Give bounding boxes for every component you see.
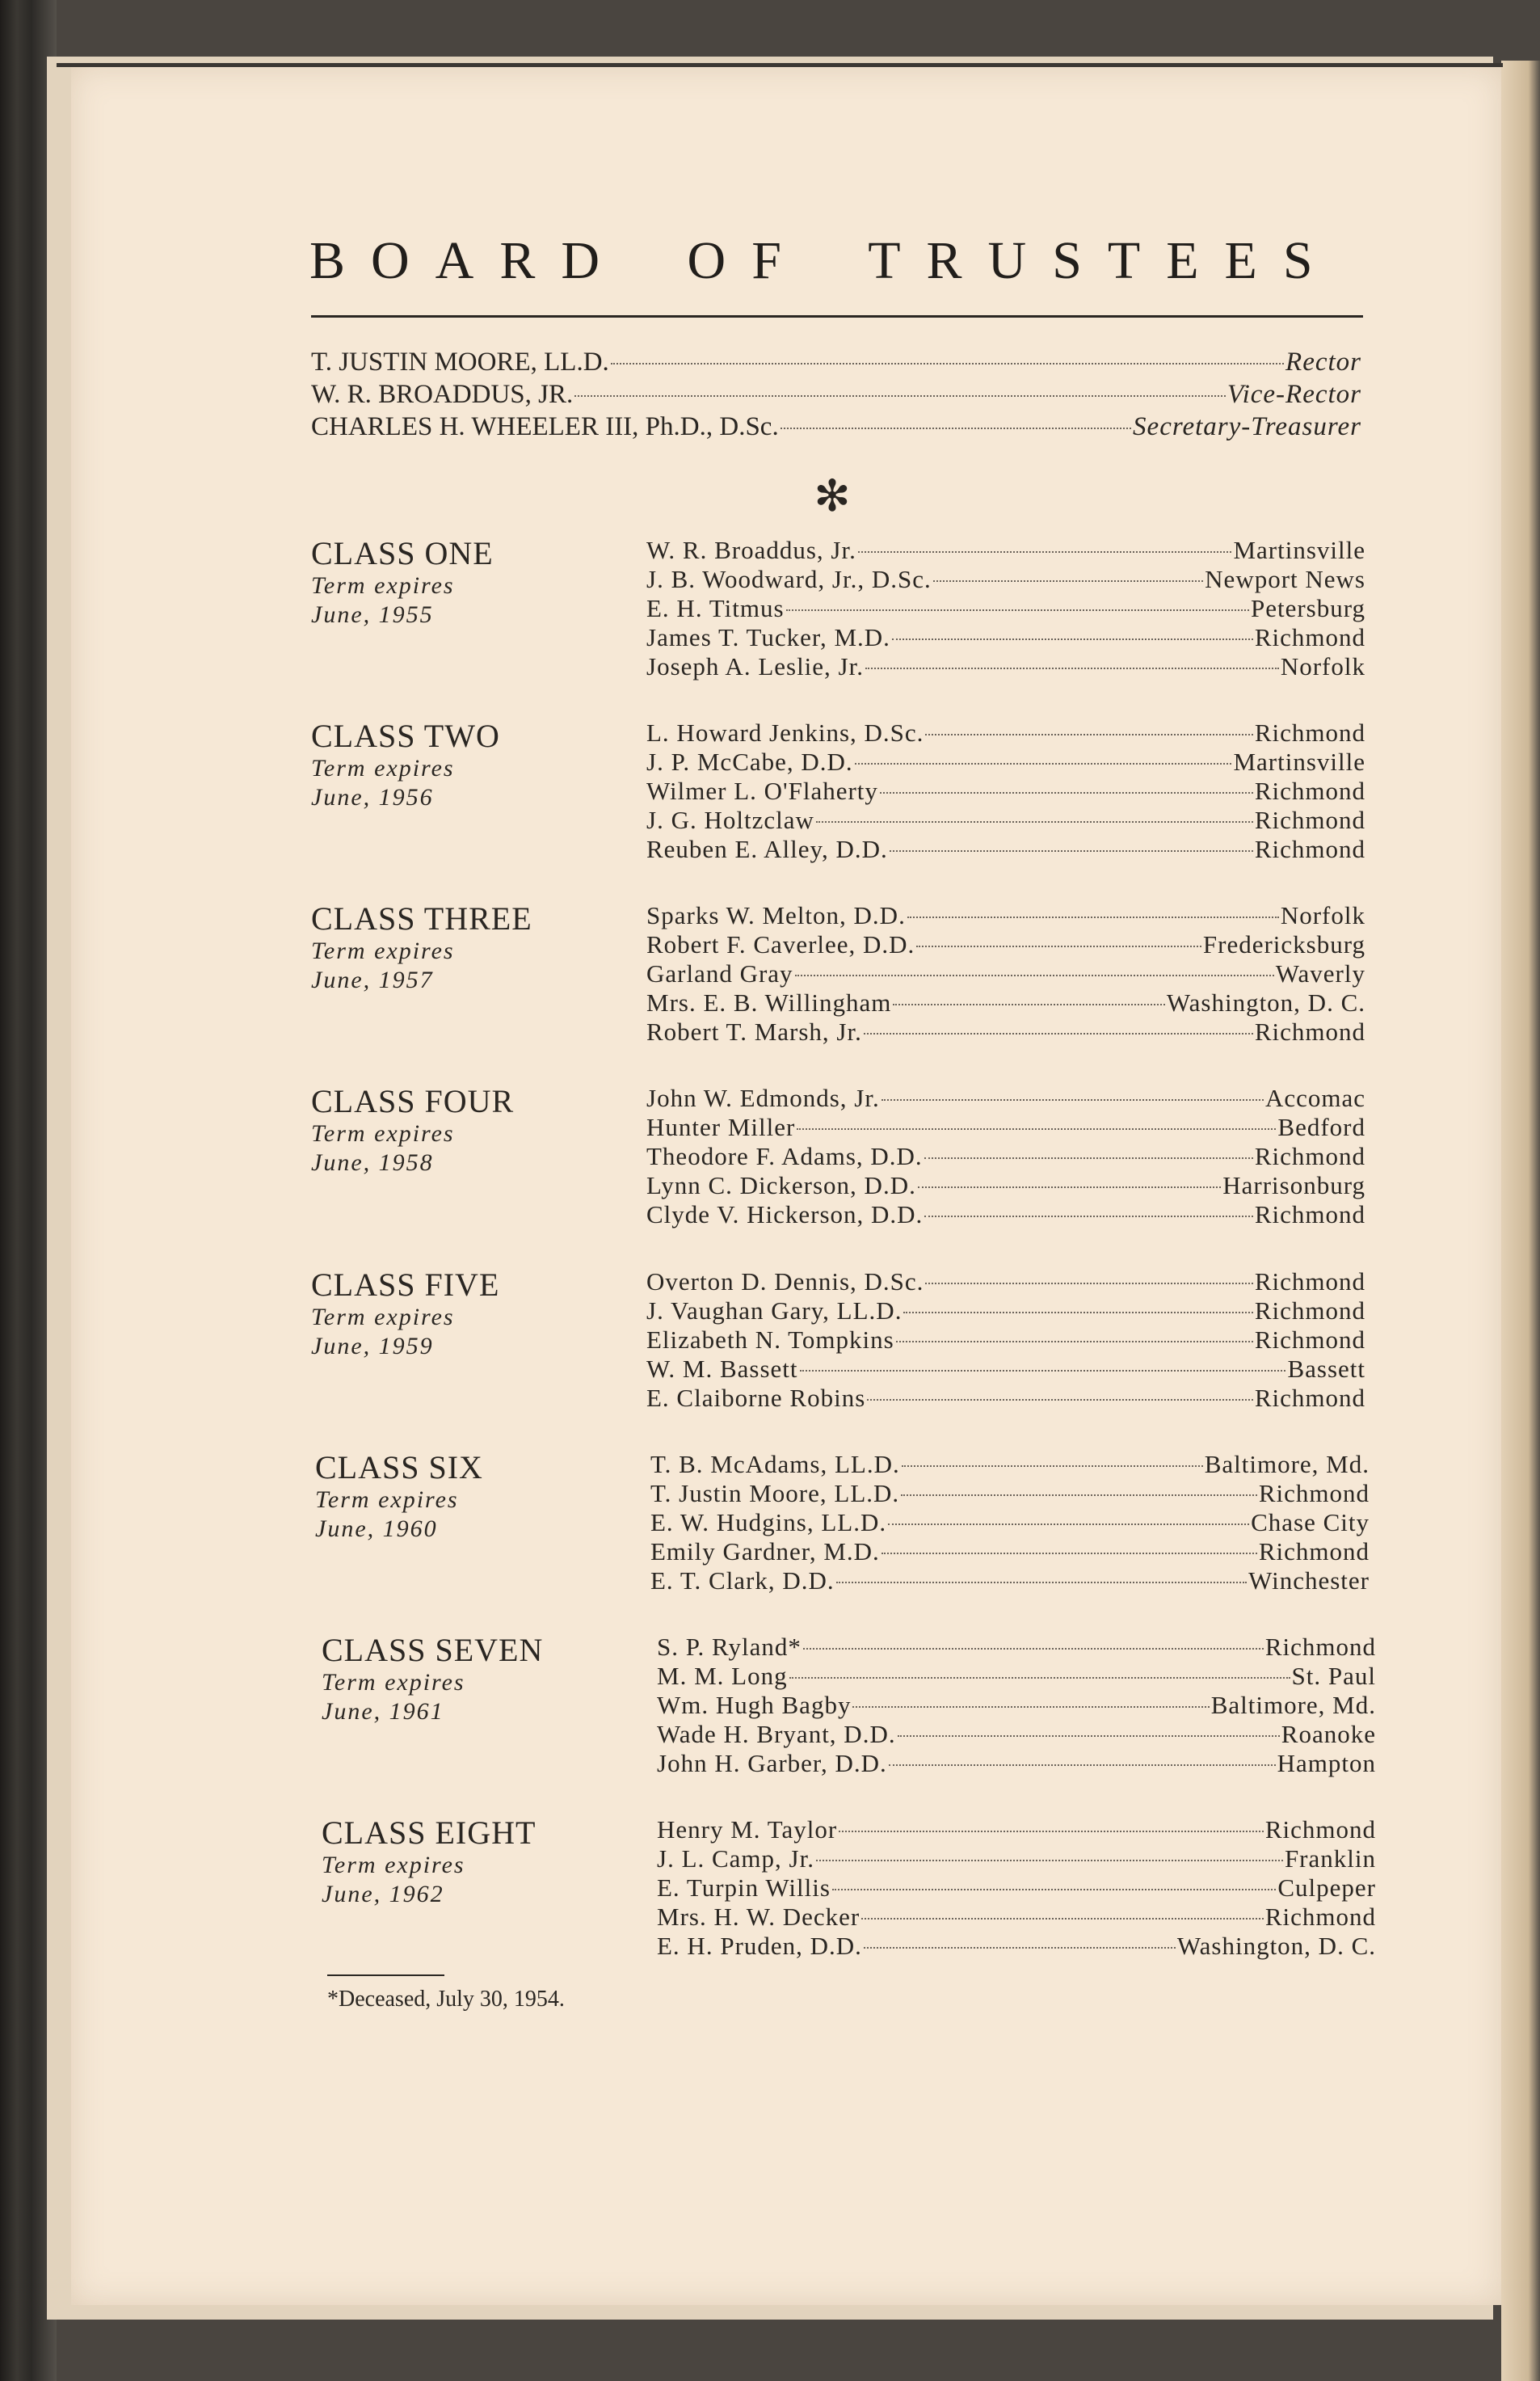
dot-leader [924, 1157, 1253, 1159]
member-name: T. B. McAdams, LL.D. [650, 1450, 900, 1478]
member-place: Norfolk [1280, 901, 1365, 929]
dot-leader [797, 1128, 1276, 1130]
dot-leader [864, 1947, 1176, 1949]
dot-leader [800, 1370, 1286, 1372]
dot-leader [864, 1033, 1253, 1035]
member-row [646, 565, 1365, 594]
member-name: Garland Gray [646, 959, 793, 988]
member-list [646, 1267, 1365, 1413]
dot-leader [896, 1341, 1253, 1342]
member-row [657, 1873, 1376, 1903]
member-place: Richmond [1254, 623, 1365, 651]
member-row [657, 1903, 1376, 1932]
page-title: BOARD OF TRUSTEES [309, 231, 1339, 290]
member-name: E. H. Pruden, D.D. [657, 1932, 862, 1960]
member-row [646, 1142, 1365, 1171]
member-row [646, 901, 1365, 930]
member-place: Richmond [1254, 806, 1365, 834]
member-place: Richmond [1254, 1296, 1365, 1325]
class-label [311, 719, 618, 812]
dot-leader [890, 850, 1253, 852]
member-place: Richmond [1254, 1267, 1365, 1296]
member-row [657, 1633, 1376, 1662]
member-row [650, 1479, 1370, 1508]
member-list [646, 901, 1365, 1047]
dot-leader [855, 763, 1232, 765]
member-name: S. P. Ryland* [657, 1633, 802, 1661]
officer-role: Secretary-Treasurer [1133, 412, 1361, 441]
member-name: W. R. Broaddus, Jr. [646, 536, 856, 564]
member-row [646, 623, 1365, 652]
dot-leader [816, 821, 1253, 823]
class-block [311, 719, 1378, 896]
member-place: Richmond [1254, 1018, 1365, 1046]
dot-leader [781, 428, 1131, 429]
member-list [646, 1084, 1365, 1229]
member-name: Hunter Miller [646, 1113, 796, 1141]
footnote: *Deceased, July 30, 1954. [327, 1987, 565, 2012]
dot-leader [924, 1216, 1253, 1217]
member-place: Martinsville [1233, 748, 1365, 776]
dot-leader [832, 1889, 1276, 1890]
member-row [646, 1267, 1365, 1296]
dot-leader [836, 1582, 1247, 1583]
class-label [322, 1633, 629, 1726]
officer-name: W. R. BROADDUS, JR. [311, 380, 574, 409]
member-name: Joseph A. Leslie, Jr. [646, 652, 864, 681]
member-place: Roanoke [1281, 1720, 1376, 1748]
member-list [646, 536, 1365, 681]
dot-leader [803, 1648, 1264, 1650]
class-name: CLASS EIGHT [322, 1814, 536, 1851]
member-row [646, 594, 1365, 623]
member-list [646, 719, 1365, 864]
member-place: Richmond [1258, 1479, 1370, 1507]
member-row [657, 1844, 1376, 1873]
footnote-rule [327, 1974, 444, 1976]
member-place: Richmond [1254, 1200, 1365, 1228]
class-label [311, 1084, 618, 1178]
officer-row [311, 346, 1361, 378]
member-row [646, 777, 1365, 806]
member-name: Robert F. Caverlee, D.D. [646, 930, 915, 959]
member-name: Wm. Hugh Bagby [657, 1691, 852, 1719]
dot-leader [795, 975, 1274, 976]
member-name: J. Vaughan Gary, LL.D. [646, 1296, 903, 1325]
member-name: E. W. Hudgins, LL.D. [650, 1508, 887, 1536]
member-row [657, 1749, 1376, 1778]
term-label: Term expires [311, 572, 455, 599]
member-name: L. Howard Jenkins, D.Sc. [646, 719, 924, 747]
class-block [311, 536, 1378, 714]
member-row [646, 806, 1365, 835]
term-label: Term expires [315, 1486, 459, 1513]
dot-leader [786, 609, 1249, 611]
member-place: Bassett [1287, 1355, 1365, 1383]
dot-leader [880, 792, 1253, 794]
member-place: Hampton [1277, 1749, 1376, 1777]
member-row [646, 1171, 1365, 1200]
member-name: Wilmer L. O'Flaherty [646, 777, 878, 805]
dot-leader [861, 1918, 1264, 1920]
officer-name: T. JUSTIN MOORE, LL.D. [311, 348, 609, 377]
member-name: J. B. Woodward, Jr., D.Sc. [646, 565, 932, 593]
officer-row [311, 378, 1361, 411]
class-label [315, 1450, 622, 1544]
member-name: Overton D. Dennis, D.Sc. [646, 1267, 924, 1296]
member-row [646, 1325, 1365, 1355]
member-place: Richmond [1254, 719, 1365, 747]
member-row [646, 1084, 1365, 1113]
title-rule [311, 315, 1363, 318]
member-name: Emily Gardner, M.D. [650, 1537, 880, 1566]
dot-leader [902, 1465, 1203, 1467]
member-place: Richmond [1254, 1325, 1365, 1354]
member-name: E. H. Titmus [646, 594, 785, 622]
member-name: Mrs. H. W. Decker [657, 1903, 860, 1931]
member-name: John H. Garber, D.D. [657, 1749, 887, 1777]
term-date: June, 1957 [311, 967, 434, 993]
member-place: Richmond [1254, 1384, 1365, 1412]
member-name: T. Justin Moore, LL.D. [650, 1479, 900, 1507]
term-date: June, 1955 [311, 601, 434, 628]
class-name: CLASS SIX [315, 1449, 483, 1485]
dot-leader [901, 1494, 1257, 1496]
member-place: Bedford [1277, 1113, 1365, 1141]
member-row [646, 1355, 1365, 1384]
member-name: E. Claiborne Robins [646, 1384, 866, 1412]
member-name: M. M. Long [657, 1662, 788, 1690]
class-label [311, 901, 618, 995]
dot-leader [889, 1764, 1276, 1766]
class-block [311, 1267, 1378, 1445]
member-place: Petersburg [1250, 594, 1365, 622]
member-row [646, 930, 1365, 959]
class-block [315, 1450, 1382, 1628]
dot-leader [925, 734, 1252, 735]
dot-leader [892, 638, 1253, 640]
member-place: Norfolk [1280, 652, 1365, 681]
member-row [646, 719, 1365, 748]
member-place: Richmond [1254, 1142, 1365, 1170]
top-rule [57, 63, 1503, 67]
member-name: John W. Edmonds, Jr. [646, 1084, 880, 1112]
member-row [657, 1662, 1376, 1691]
member-place: Fredericksburg [1202, 930, 1365, 959]
member-place: Chase City [1251, 1508, 1370, 1536]
member-row [646, 959, 1365, 988]
member-name: J. L. Camp, Jr. [657, 1844, 814, 1873]
member-name: James T. Tucker, M.D. [646, 623, 890, 651]
member-row [646, 835, 1365, 864]
term-label: Term expires [311, 938, 455, 964]
dot-leader [867, 1399, 1253, 1401]
dot-leader [925, 1283, 1252, 1284]
class-block [311, 1084, 1378, 1262]
member-name: Theodore F. Adams, D.D. [646, 1142, 923, 1170]
member-place: Richmond [1264, 1815, 1376, 1844]
term-date: June, 1959 [311, 1333, 434, 1359]
member-row [646, 1113, 1365, 1142]
dot-leader [852, 1706, 1209, 1708]
member-name: Mrs. E. B. Willingham [646, 988, 892, 1017]
member-place: St. Paul [1291, 1662, 1376, 1690]
asterism-ornament: ✻ [814, 472, 851, 520]
member-place: Washington, D. C. [1176, 1932, 1376, 1960]
dot-leader [858, 551, 1232, 553]
dot-leader [882, 1553, 1257, 1554]
member-place: Winchester [1248, 1566, 1370, 1595]
dot-leader [611, 363, 1284, 365]
member-row [646, 1384, 1365, 1413]
officer-name: CHARLES H. WHEELER III, Ph.D., D.Sc. [311, 412, 779, 441]
term-date: June, 1962 [322, 1881, 444, 1907]
member-name: E. Turpin Willis [657, 1873, 831, 1902]
dot-leader [893, 1004, 1165, 1005]
member-list [650, 1450, 1370, 1595]
officer-role: Rector [1285, 348, 1361, 377]
term-date: June, 1958 [311, 1149, 434, 1176]
member-name: J. G. Holtzclaw [646, 806, 814, 834]
member-name: Elizabeth N. Tompkins [646, 1325, 894, 1354]
member-place: Accomac [1264, 1084, 1365, 1112]
dot-leader [903, 1312, 1252, 1313]
member-place: Harrisonburg [1222, 1171, 1365, 1199]
member-name: Wade H. Bryant, D.D. [657, 1720, 896, 1748]
term-date: June, 1961 [322, 1698, 444, 1725]
term-label: Term expires [311, 1304, 455, 1330]
term-date: June, 1956 [311, 784, 434, 811]
class-label [311, 1267, 618, 1361]
member-place: Richmond [1258, 1537, 1370, 1566]
member-row [646, 536, 1365, 565]
class-block [311, 901, 1378, 1079]
dot-leader [816, 1860, 1283, 1861]
member-list [657, 1633, 1376, 1778]
dot-leader [916, 946, 1201, 947]
term-label: Term expires [322, 1852, 465, 1878]
dot-leader [789, 1677, 1290, 1679]
member-list [657, 1815, 1376, 1961]
class-name: CLASS SEVEN [322, 1632, 544, 1668]
class-name: CLASS THREE [311, 900, 532, 937]
class-name: CLASS ONE [311, 535, 494, 571]
dot-leader [907, 917, 1279, 918]
class-block [322, 1633, 1388, 1810]
member-row [650, 1537, 1370, 1566]
class-label [311, 536, 618, 630]
class-name: CLASS FOUR [311, 1083, 515, 1119]
dot-leader [839, 1831, 1264, 1832]
member-place: Waverly [1275, 959, 1365, 988]
dot-leader [898, 1735, 1280, 1737]
class-label [322, 1815, 629, 1909]
member-row [646, 748, 1365, 777]
member-row [657, 1691, 1376, 1720]
member-place: Richmond [1254, 835, 1365, 863]
member-row [646, 1018, 1365, 1047]
member-place: Newport News [1205, 565, 1365, 593]
officer-row [311, 411, 1361, 443]
member-row [657, 1720, 1376, 1749]
member-name: Clyde V. Hickerson, D.D. [646, 1200, 924, 1228]
member-name: J. P. McCabe, D.D. [646, 748, 853, 776]
member-place: Franklin [1284, 1844, 1376, 1873]
member-place: Richmond [1254, 777, 1365, 805]
member-name: Sparks W. Melton, D.D. [646, 901, 906, 929]
member-name: W. M. Bassett [646, 1355, 798, 1383]
officer-role: Vice-Rector [1227, 380, 1361, 409]
dot-leader [865, 668, 1279, 669]
dot-leader [882, 1099, 1264, 1101]
member-place: Baltimore, Md. [1210, 1691, 1376, 1719]
member-row [657, 1815, 1376, 1844]
class-block [322, 1815, 1388, 1993]
member-place: Richmond [1264, 1633, 1376, 1661]
member-name: Robert T. Marsh, Jr. [646, 1018, 862, 1046]
member-row [646, 988, 1365, 1018]
term-label: Term expires [311, 1120, 455, 1147]
term-label: Term expires [322, 1669, 465, 1696]
term-date: June, 1960 [315, 1515, 438, 1542]
member-row [650, 1450, 1370, 1479]
dot-leader [888, 1523, 1249, 1525]
term-label: Term expires [311, 755, 455, 782]
member-place: Culpeper [1277, 1873, 1376, 1902]
member-row [646, 1200, 1365, 1229]
member-row [650, 1508, 1370, 1537]
officers-list [311, 346, 1361, 443]
member-place: Washington, D. C. [1166, 988, 1365, 1017]
member-place: Baltimore, Md. [1204, 1450, 1370, 1478]
member-row [650, 1566, 1370, 1595]
dot-leader [918, 1186, 1221, 1188]
page-edge [1501, 61, 1540, 2381]
member-row [646, 1296, 1365, 1325]
dot-leader [933, 580, 1203, 582]
member-row [657, 1932, 1376, 1961]
class-name: CLASS TWO [311, 718, 500, 754]
member-name: E. T. Clark, D.D. [650, 1566, 835, 1595]
member-place: Martinsville [1233, 536, 1365, 564]
member-row [646, 652, 1365, 681]
member-name: Reuben E. Alley, D.D. [646, 835, 888, 863]
dot-leader [574, 395, 1226, 397]
member-name: Lynn C. Dickerson, D.D. [646, 1171, 916, 1199]
class-name: CLASS FIVE [311, 1266, 500, 1303]
member-place: Richmond [1264, 1903, 1376, 1931]
member-name: Henry M. Taylor [657, 1815, 838, 1844]
